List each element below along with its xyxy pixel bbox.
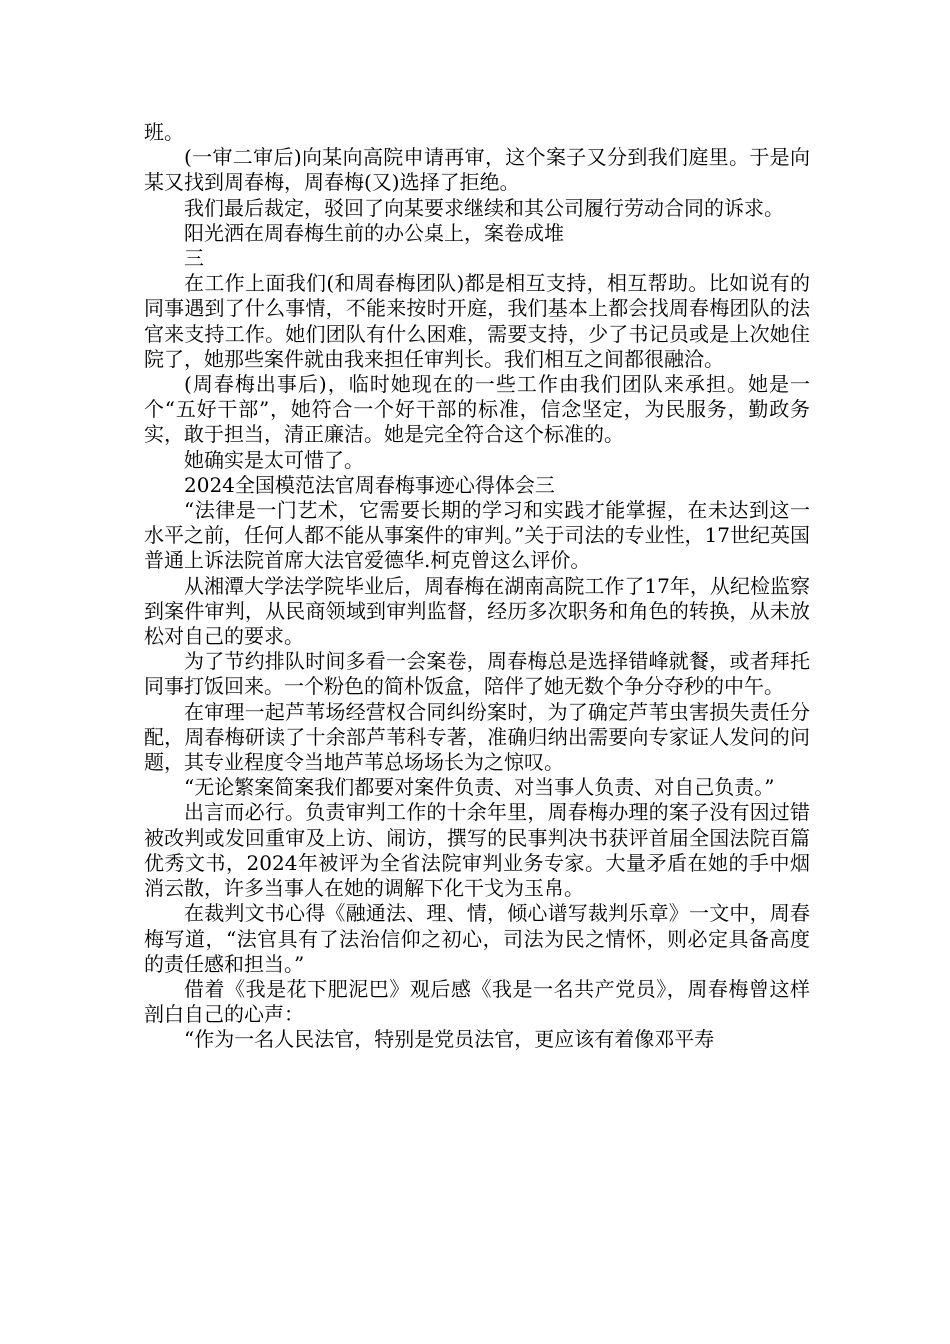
article-title: 2024全国模范法官周春梅事迹心得体会三: [184, 472, 555, 497]
paragraph: 从湘潭大学法学院毕业后，周春梅在湖南高院工作了17年，从纪检监察到案件审判，从民商领域到审判监督，经历多次职务和角色的转换，从未放松对自己的要求。: [144, 573, 810, 649]
section-number: 三: [184, 246, 204, 271]
quote-paragraph: “无论繁案简案我们都要对案件负责、对当事人负责、对自己负责。”: [184, 775, 775, 800]
photo-caption: 阳光洒在周春梅生前的办公桌上，案卷成堆: [184, 220, 564, 245]
paragraph: 出言而必行。负责审判工作的十余年里，周春梅办理的案子没有因过错被改判或发回重审及上访、闹访，撰写的民事判决书获评首届全国法院百篇优秀文书，2024年被评为全省法院审判业务专家。大量矛盾在她的手中烟消云散，许多当事人在她的调解下化干戈为玉帛。: [144, 800, 810, 901]
paragraph: 借着《我是花下肥泥巴》观后感《我是一名共产党员》，周春梅曾这样剖白自己的心声：: [144, 976, 810, 1027]
paragraph: 我们最后裁定，驳回了向某要求继续和其公司履行劳动合同的诉求。: [184, 195, 784, 220]
paragraph: 为了节约排队时间多看一会案卷，周春梅总是选择错峰就餐，或者拜托同事打饭回来。一个粉色的简朴饭盒，陪伴了她无数个争分夺秒的中午。: [144, 649, 810, 699]
paragraph: 在裁判文书心得《融通法、理、情，倾心谱写裁判乐章》一文中，周春梅写道，“法官具有了法治信仰之初心，司法为民之情怀，则必定具备高度的责任感和担当。”: [144, 901, 810, 976]
paragraph: (周春梅出事后)，临时她现在的一些工作由我们团队来承担。她是一个“五好干部”，她符合一个好干部的标准，信念坚定，为民服务，勤政务实，敢于担当，清正廉洁。她是完全符合这个标准的。: [144, 372, 810, 447]
paragraph: (一审二审后)向某向高院申请再审，这个案子又分到我们庭里。于是向某又找到周春梅，周春梅(又)选择了拒绝。: [144, 145, 810, 195]
paragraph: “法律是一门艺术，它需要长期的学习和实践才能掌握，在未达到这一水平之前，任何人都不能从事案件的审判。”关于司法的专业性，17世纪英国普通上诉法院首席大法官爱德华.柯克曾这么评价。: [144, 498, 810, 573]
paragraph: 她确实是太可惜了。: [184, 447, 364, 472]
document-page: [144, 120, 810, 1053]
paragraph: 在工作上面我们(和周春梅团队)都是相互支持，相互帮助。比如说有的同事遇到了什么事情，不能来按时开庭，我们基本上都会找周春梅团队的法官来支持工作。她们团队有什么困难，需要支持，少了书记员或是上次她住院了，她那些案件就由我来担任审判长。我们相互之间都很融洽。: [144, 271, 810, 371]
paragraph: 在审理一起芦苇场经营权合同纠纷案时，为了确定芦苇虫害损失责任分配，周春梅研读了十余部芦苇科专著，准确归纳出需要向专家证人发问的问题，其专业程度令当地芦苇总场场长为之惊叹。: [144, 699, 810, 775]
paragraph: 班。: [144, 120, 184, 144]
quote-paragraph: “作为一名人民法官，特别是党员法官，更应该有着像邓平寿: [184, 1027, 715, 1052]
